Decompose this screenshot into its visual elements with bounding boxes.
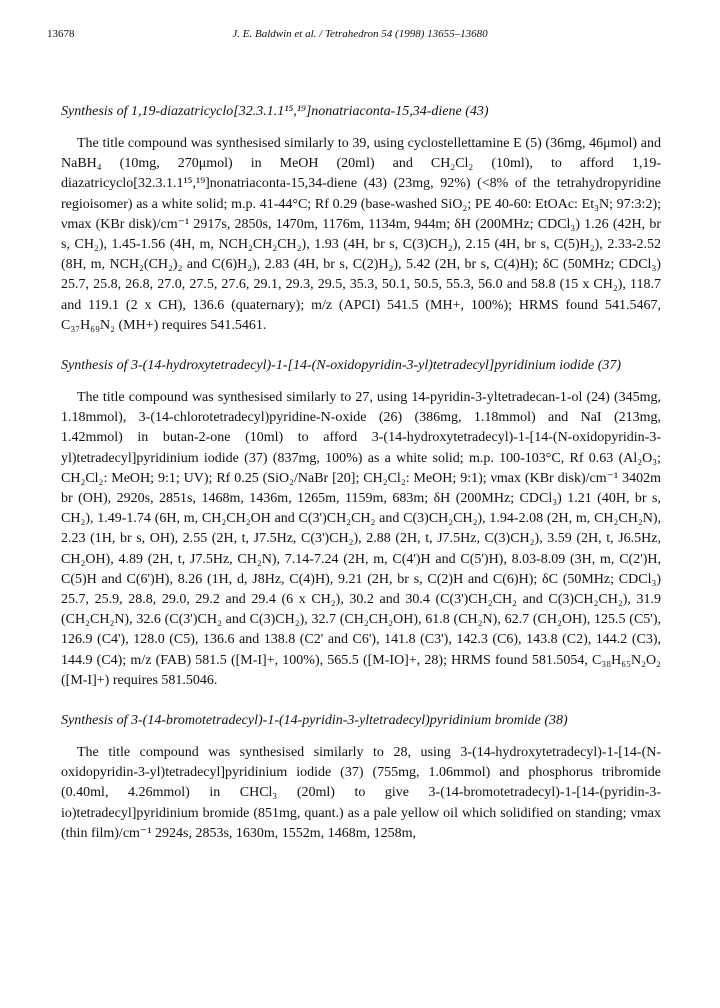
section-heading: Synthesis of 3-(14-hydroxytetradecyl)-1-[14-(N-oxidopyridin-3-yl)tetradecyl]pyridinium iodide (37) bbox=[61, 358, 622, 374]
section-synthesis-37 bbox=[61, 356, 661, 691]
section-heading: Synthesis of 3-(14-bromotetradecyl)-1-(14-pyridin-3-yltetradecyl)pyridinium bromide (38) bbox=[61, 713, 568, 729]
running-head: J. E. Baldwin et al. / Tetrahedron 54 (1998) 13655–13680 bbox=[232, 28, 488, 40]
section-paragraph: The title compound was synthesised similarly to 39, using cyclostellettamine E (5) (36mg, 46μmol) and NaBH₄ (10mg, 270μmol) in MeOH (20ml) and CH₂Cl₂ (10ml), to afford 1,19-diazatricyclo[32.3.1.1¹⁵,¹⁹]nonatriaconta-15,34-diene (43) (23mg, 92%) (<8% of the tetrahydropyridine regioisomer) as a white solid; m.p. 41-44°C; Rf 0.29 (base-washed SiO₂; PE 40-60: EtOAc: Et₃N; 97:3:2); νmax (KBr disk)/cm⁻¹ 2917s, 2850s, 1470m, 1176m, 1134m, 944m; δH (200MHz; CDCl₃) 1.26 (42H, br s, CH₂), 1.45-1.56 (4H, m, NCH₂CH₂CH₂), 1.93 (4H, br s, C(3)CH₂), 2.15 (4H, br s, C(5)H₂), 2.33-2.52 (8H, m, NCH₂(CH₂)₂ and C(6)H₂), 2.83 (4H, br s, C(2)H₂), 5.42 (2H, br s, C(4)H); δC (50MHz; CDCl₃) 25.7, 25.8, 26.8, 27.0, 27.5, 27.6, 29.1, 29.3, 29.5, 35.3, 50.1, 50.5, 55.3, 56.0 and 58.8 (15 x CH₂), 118.7 and 119.1 (2 x CH), 136.6 (quaternary); m/z (APCI) 541.5 (MH+, 100%); HRMS found 541.5467, C₃₇H₆₉N₂ (MH+) requires 541.5461. bbox=[61, 136, 661, 333]
section-synthesis-43 bbox=[61, 102, 661, 336]
section-paragraph: The title compound was synthesised similarly to 27, using 14-pyridin-3-yltetradecan-1-ol (24) (345mg, 1.18mmol), 3-(14-chlorotetradecyl)pyridine-N-oxide (26) (386mg, 1.18mmol) and NaI (213mg, 1.42mmol) in butan-2-one (10ml) to afford 3-(14-hydroxytetradecyl)-1-[14-(N-oxidopyridin-3-yl)tetradecyl]pyridinium iodide (37) (837mg, 100%) as a white solid; m.p. 100-103°C, Rf 0.63 (Al₂O₃; CH₂Cl₂: MeOH; 9:1; UV); Rf 0.25 (SiO₂/NaBr [20]; CH₂Cl₂: MeOH; 9:1); νmax (KBr disk)/cm⁻¹ 3402m br (OH), 2920s, 2851s, 1468m, 1436m, 1265m, 1159m, 683m; δH (200MHz; CDCl₃) 1.21 (40H, br s, CH₂), 1.49-1.74 (6H, m, CH₂CH₂OH and C(3')CH₂CH₂ and C(3)CH₂CH₂), 1.94-2.08 (2H, m, CH₂CH₂N), 2.23 (1H, br s, OH), 2.55 (2H, t, J7.5Hz, C(3')CH₂), 2.88 (2H, t, J7.5Hz, C(3)CH₂), 3.59 (2H, t, J6.5Hz, CH₂OH), 4.89 (2H, t, J7.5Hz, CH₂N), 7.14-7.24 (2H, m, C(4')H and C(5')H), 8.03-8.09 (3H, m, C(2')H, C(5)H and C(6')H), 8.26 (1H, d, J8Hz, C(4)H), 9.21 (2H, br s, C(2)H and C(6)H); δC (50MHz; CDCl₃) 25.7, 25.9, 28.8, 29.0, 29.2 and 29.4 (6 x CH₂), 30.2 and 30.4 (C(3')CH₂CH₂ and C(3)CH₂CH₂), 31.9 (CH₂CH₂N), 32.6 (C(3')CH₂ and C(3)CH₂), 32.7 (CH₂CH₂OH), 61.8 (CH₂N), 62.7 (CH₂OH), 125.5 (C5'), 126.9 (C4'), 128.0 (C5), 136.6 and 138.8 (C2' and C6'), 141.8 (C3'), 142.3 (C6), 143.8 (C2), 144.2 (C3), 144.9 (C4); m/z (FAB) 581.5 ([M-I]+, 100%), 565.5 ([M-IO]+, 28); HRMS found 581.5054, C₃₈H₆₅N₂O₂ ([M-I]+) requires 581.5046. bbox=[61, 390, 661, 688]
body-text bbox=[61, 102, 661, 864]
page-header bbox=[0, 28, 720, 44]
page-number: 13678 bbox=[47, 28, 75, 40]
section-heading: Synthesis of 1,19-diazatricyclo[32.3.1.1¹⁵,¹⁹]nonatriaconta-15,34-diene (43) bbox=[61, 104, 489, 119]
section-paragraph: The title compound was synthesised similarly to 28, using 3-(14-hydroxytetradecyl)-1-[14-(N-oxidopyridin-3-yl)tetradecyl]pyridinium iodide (37) (755mg, 1.06mmol) and phosphorus tribromide (0.40ml, 4.26mmol) in CHCl₃ (20ml) to give 3-(14-bromotetradecyl)-1-[14-(pyridin-3-io)tetradecyl]pyridinium bromide (851mg, quant.) as a pale yellow oil which solidified on standing; νmax (thin film)/cm⁻¹ 2924s, 2853s, 1630m, 1552m, 1468m, 1258m, bbox=[61, 745, 661, 841]
section-synthesis-38 bbox=[61, 711, 661, 844]
